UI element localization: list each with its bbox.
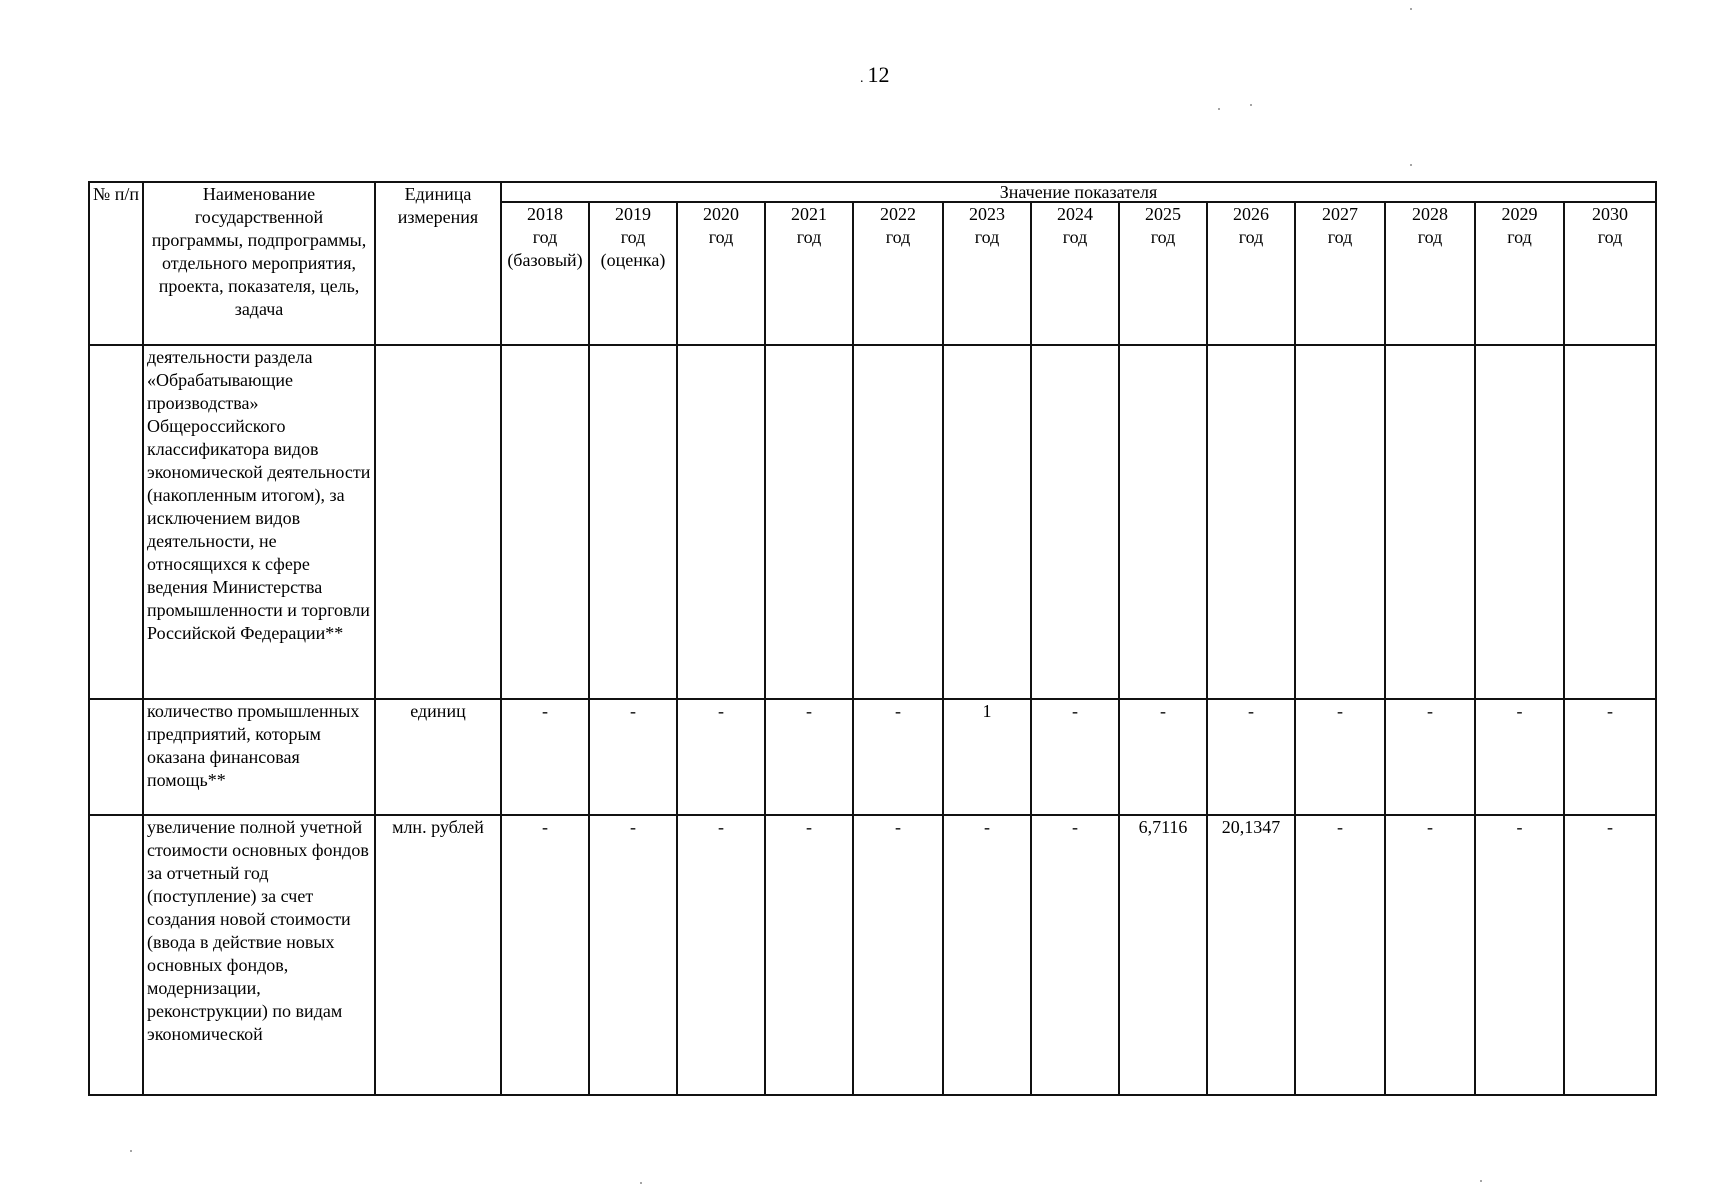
header-year-2020: 2020 год: [677, 202, 765, 345]
row-value: [1564, 345, 1656, 699]
header-row-group: [89, 182, 1656, 202]
header-year-2023: 2023 год: [943, 202, 1031, 345]
header-year-2028: 2028 год: [1385, 202, 1475, 345]
scan-speck: [1480, 1180, 1482, 1182]
header-year-2022: 2022 год: [853, 202, 943, 345]
row-value: [1475, 345, 1564, 699]
header-year-2025: 2025 год: [1119, 202, 1207, 345]
table-row: [89, 699, 1656, 815]
row-name: количество промышленных предприятий, которым оказана финансовая помощь**: [143, 699, 375, 815]
row-value: 6,7116: [1119, 815, 1207, 1095]
header-year-2021: 2021 год: [765, 202, 853, 345]
row-number: [89, 345, 143, 699]
row-value: [943, 345, 1031, 699]
row-value: -: [1385, 699, 1475, 815]
row-value: 20,1347: [1207, 815, 1295, 1095]
row-value: -: [853, 699, 943, 815]
row-value: -: [765, 699, 853, 815]
scan-speck: [130, 1150, 132, 1152]
header-year-2024: 2024 год: [1031, 202, 1119, 345]
table-row: [89, 815, 1656, 1095]
row-unit: млн. рублей: [375, 815, 501, 1095]
header-year-2026: 2026 год: [1207, 202, 1295, 345]
row-value: -: [677, 699, 765, 815]
scan-speck: [1250, 104, 1252, 106]
row-value: -: [1119, 699, 1207, 815]
row-name: деятельности раздела «Обрабатывающие производства» Общероссийского классификатора видов экономической деятельности (накопленным итогом), за исключением видов деятельности, не относящихся к сфере ведения Министерства промышленности и торговли Российской Федерации**: [143, 345, 375, 699]
scan-speck: [640, 1182, 642, 1184]
row-unit: единиц: [375, 699, 501, 815]
table-row: [89, 345, 1656, 699]
row-value: [1031, 345, 1119, 699]
header-year-2019: 2019 год (оценка): [589, 202, 677, 345]
row-value: 1: [943, 699, 1031, 815]
page-number: . 12: [860, 62, 890, 87]
row-value: -: [589, 815, 677, 1095]
indicator-table: [88, 181, 1657, 1096]
row-value: -: [1295, 699, 1385, 815]
header-year-2027: 2027 год: [1295, 202, 1385, 345]
header-year-2029: 2029 год: [1475, 202, 1564, 345]
row-value: [677, 345, 765, 699]
row-value: [589, 345, 677, 699]
row-value: [765, 345, 853, 699]
row-value: [1385, 345, 1475, 699]
header-name: Наименование государственной программы, подпрограммы, отдельного мероприятия, проекта, показателя, цель, задача: [143, 182, 375, 345]
row-value: -: [853, 815, 943, 1095]
row-value: [1295, 345, 1385, 699]
row-value: -: [1564, 699, 1656, 815]
row-number: [89, 815, 143, 1095]
row-value: -: [501, 815, 589, 1095]
header-unit: Единица измерения: [375, 182, 501, 345]
row-value: [1119, 345, 1207, 699]
row-value: -: [1475, 699, 1564, 815]
scan-speck: [1218, 108, 1220, 110]
row-value: -: [1564, 815, 1656, 1095]
header-year-2030: 2030 год: [1564, 202, 1656, 345]
row-name: увеличение полной учетной стоимости основных фондов за отчетный год (поступление) за счет создания новой стоимости (ввода в действие новых основных фондов, модернизации, реконструкции) по видам экономической: [143, 815, 375, 1095]
row-value: -: [765, 815, 853, 1095]
row-value: -: [1475, 815, 1564, 1095]
row-value: -: [1031, 699, 1119, 815]
row-value: -: [501, 699, 589, 815]
header-number: № п/п: [89, 182, 143, 345]
row-value: [853, 345, 943, 699]
row-value: -: [677, 815, 765, 1095]
header-year-2018: 2018 год (базовый): [501, 202, 589, 345]
row-unit: [375, 345, 501, 699]
scan-speck: [1410, 164, 1412, 166]
row-value: -: [589, 699, 677, 815]
scan-speck: [1410, 8, 1412, 10]
row-value: [1207, 345, 1295, 699]
header-value-group: Значение показателя: [501, 182, 1656, 202]
row-number: [89, 699, 143, 815]
row-value: -: [943, 815, 1031, 1095]
row-value: -: [1295, 815, 1385, 1095]
row-value: -: [1385, 815, 1475, 1095]
row-value: [501, 345, 589, 699]
row-value: -: [1207, 699, 1295, 815]
row-value: -: [1031, 815, 1119, 1095]
